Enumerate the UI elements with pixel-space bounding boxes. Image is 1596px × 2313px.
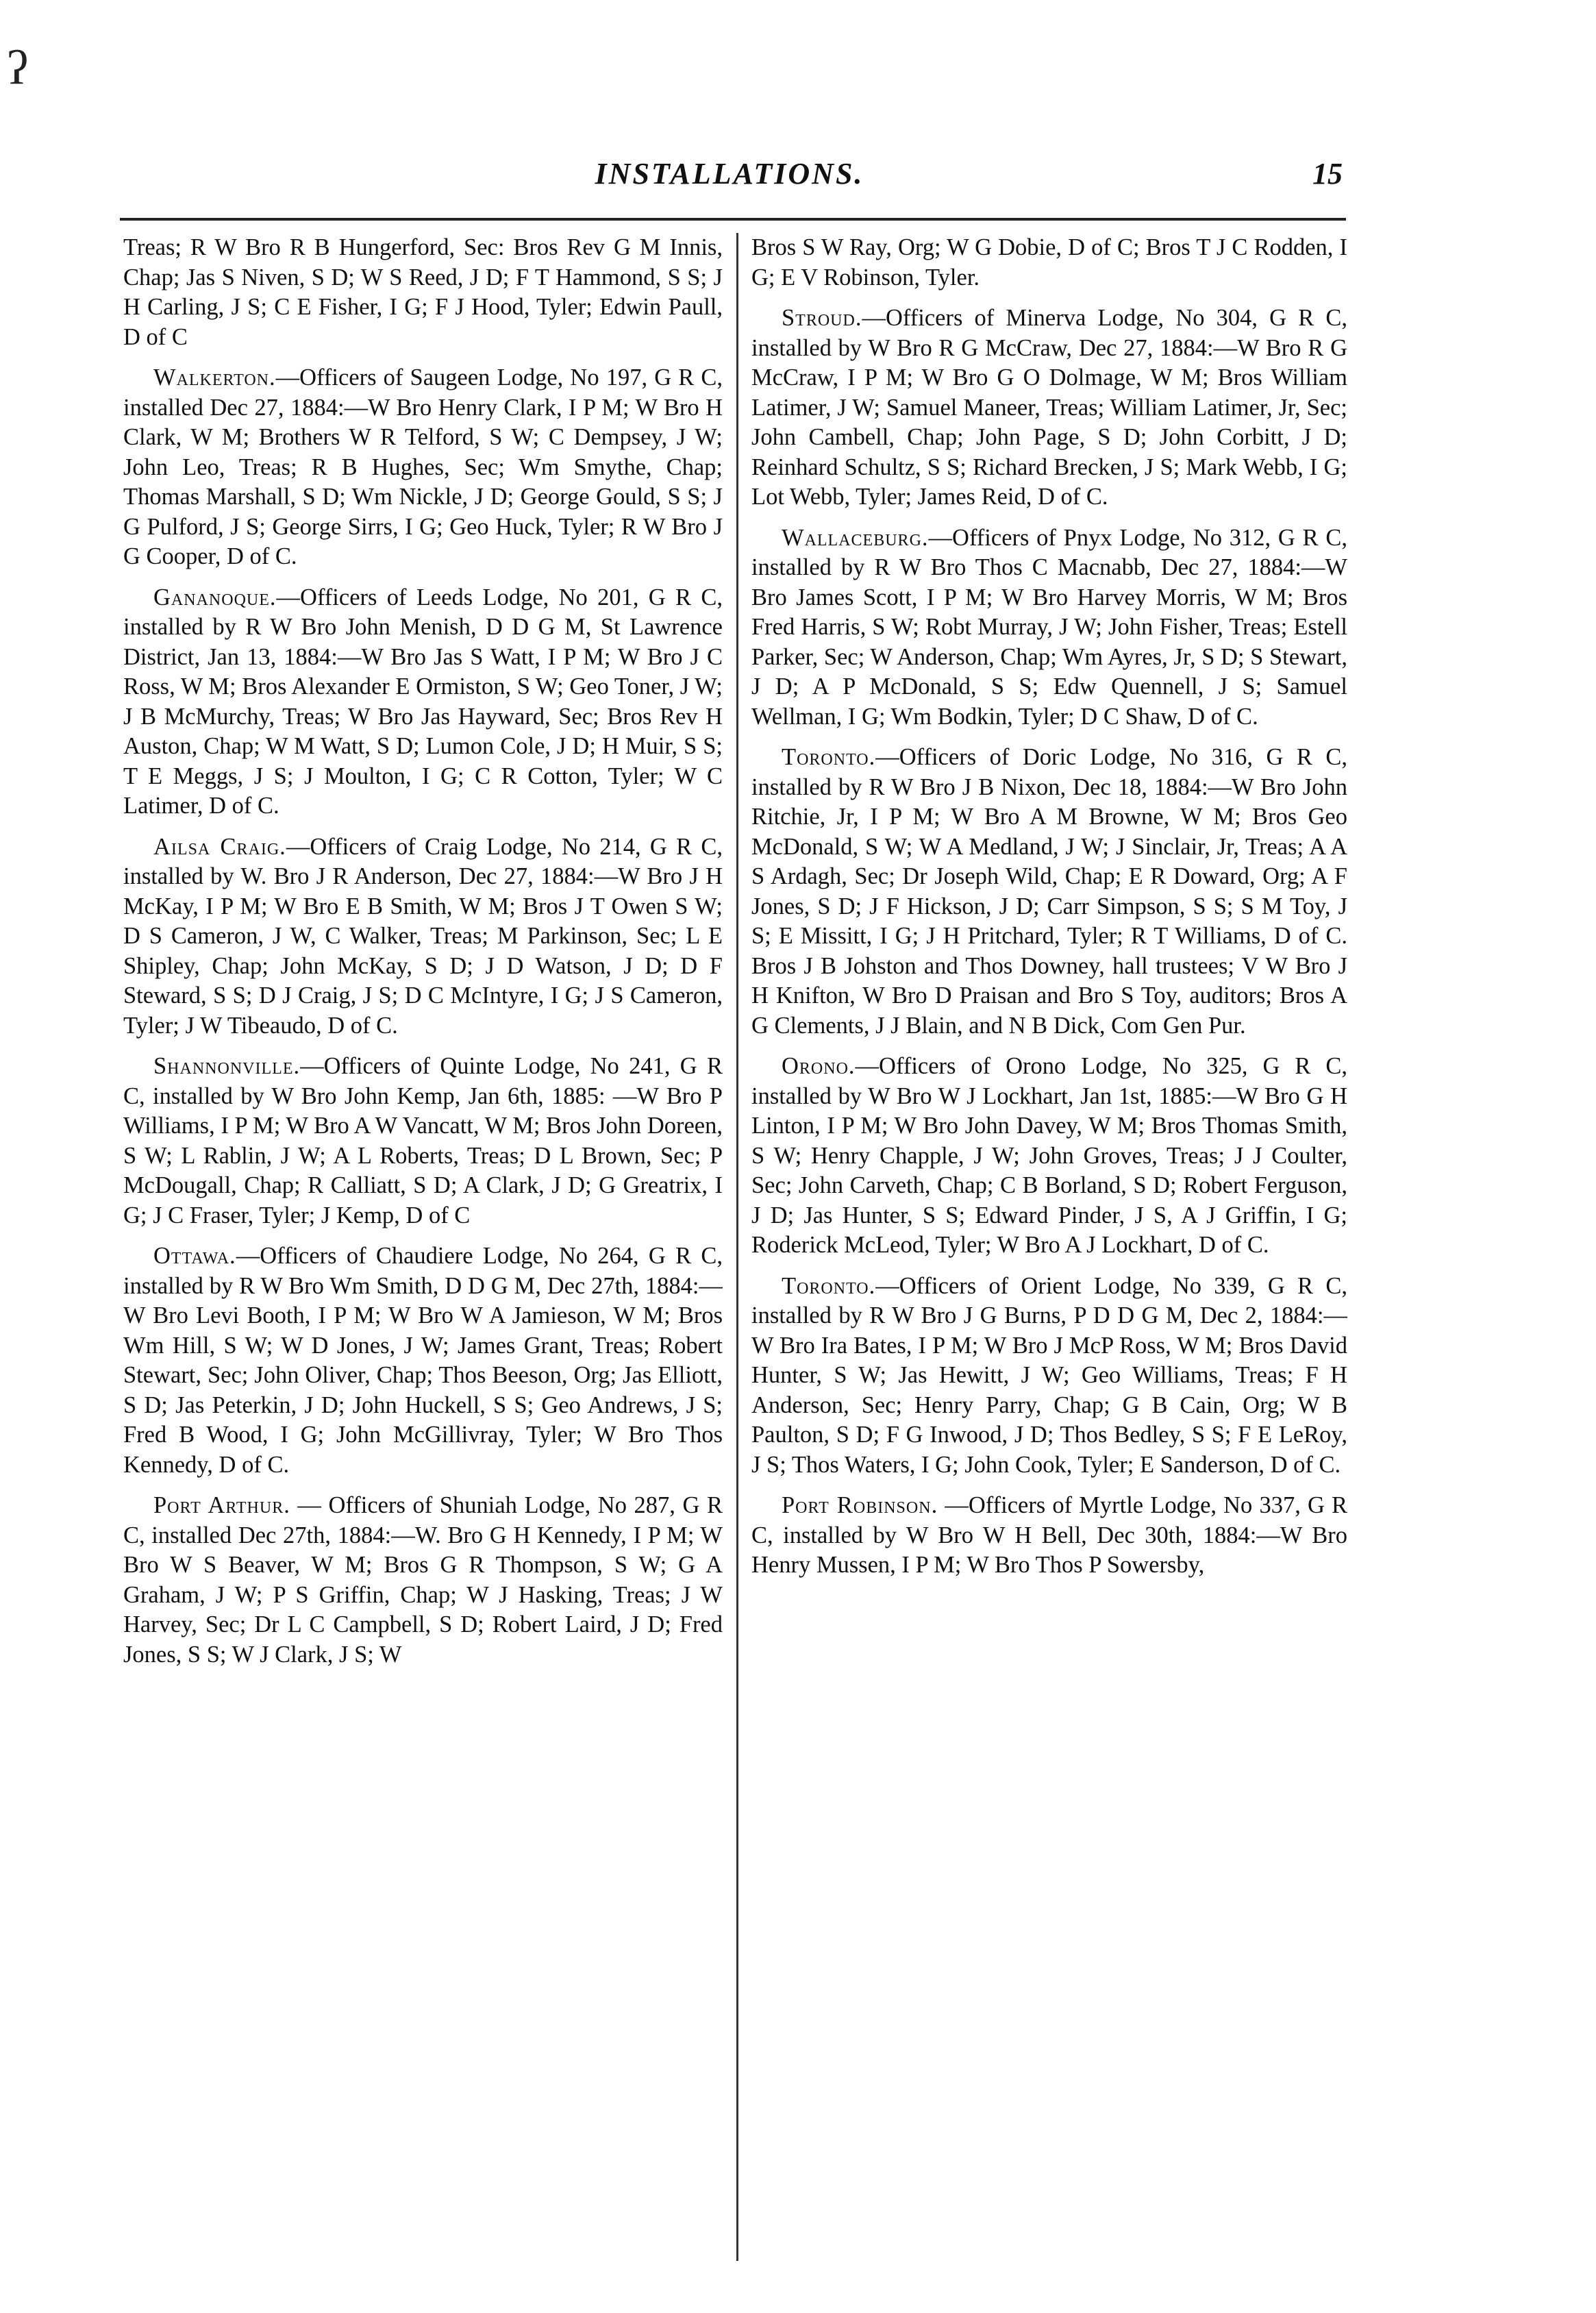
entry-place: Toronto. (782, 744, 876, 770)
entry-place: Toronto. (782, 1272, 876, 1299)
entry-text: —Officers of Doric Lodge, No 316, G R C, installed by R W Bro J B Nixon, Dec 18, 1884:—W Bro John Ritchie, Jr, I P M; W Bro A M Browne, W M; Bros Geo McDonald, S W; W A Medland, J W; J Sinclair, Jr, Treas; A A S Ardagh, Sec; Dr Joseph Wild, Chap; E R Doward, Org; A F Jones, S D; J F Hickson, J D; Carr Simpson, S S; S M Toy, J S; E Missitt, I G; J H Pritchard, Tyler; R T Williams, D of C. Bros J B Johston and Thos Downey, hall trustees; V W Bro J H Knifton, W Bro D Praisan and Bro S Toy, auditors; Bros A G Clements, J J Blain, and N B Dick, Com Gen Pur. (751, 744, 1347, 1039)
entry (123, 363, 723, 572)
entry-text: —Officers of Orono Lodge, No 325, G R C, installed by W Bro W J Lockhart, Jan 1st, 1885:—W Bro G H Linton, I P M; W Bro John Davey, W M; Bros Thomas Smith, S W; Henry Chapple, J W; John Groves, Treas; J J Coulter, Sec; John Carveth, Chap; C B Borland, S D; Robert Ferguson, J D; Jas Hunter, S S; Edward Pinder, J S, A J Griffin, I G; Roderick McLeod, Tyler; W Bro A J Lockhart, D of C. (751, 1053, 1347, 1258)
right-column (751, 233, 1347, 2261)
running-head: INSTALLATIONS. (595, 157, 864, 190)
entry (751, 304, 1347, 512)
entry-text: —Officers of Minerva Lodge, No 304, G R C, installed by W Bro R G McCraw, Dec 27, 1884:—W Bro R G McCraw, I P M; W Bro G O Dolmage, W M; Bros William Latimer, J W; Samuel Maneer, Treas; William Latimer, Jr, Sec; John Cambell, Chap; John Page, S D; John Corbitt, J D; Reinhard Schultz, S S; Richard Brecken, J S; Mark Webb, I G; Lot Webb, Tyler; James Reid, D of C. (751, 305, 1347, 510)
margin-mark: ʔ (7, 42, 29, 95)
entry (751, 523, 1347, 732)
entry-place: Port Arthur. (153, 1492, 290, 1518)
entry-place: Walkerton. (153, 364, 276, 391)
entry-text: —Officers of Leeds Lodge, No 201, G R C, installed by R W Bro John Menish, D D G M, St Lawrence District, Jan 13, 1884:—W Bro Jas S Watt, I P M; W Bro J C Ross, W M; Bros Alexander E Ormiston, S W; Geo Toner, J W; J B McMurchy, Treas; W Bro Jas Hayward, Sec; Bros Rev H Auston, Chap; W M Watt, S D; Lumon Cole, J D; H Muir, S S; T E Meggs, J S; J Moulton, I G; C R Cotton, Tyler; W C Latimer, D of C. (123, 584, 723, 819)
entry (123, 1052, 723, 1230)
column-divider (736, 233, 738, 2261)
entry-place: Ottawa. (153, 1243, 236, 1269)
entry-text: —Officers of Craig Lodge, No 214, G R C, installed by W. Bro J R Anderson, Dec 27, 1884:—W Bro J H McKay, I P M; W Bro E B Smith, W M; Bros J T Owen S W; D S Cameron, J W, C Walker, Treas; M Parkinson, Sec; L E Shipley, Chap; John McKay, S D; J D Watson, J D; D F Steward, S S; D J Craig, J S; D C McIntyre, I G; J S Cameron, Tyler; J W Tibeaudo, D of C. (123, 833, 723, 1039)
entry (123, 832, 723, 1041)
entry (751, 1052, 1347, 1261)
entry (751, 1491, 1347, 1581)
entry (751, 1272, 1347, 1481)
entry (123, 1491, 723, 1670)
entry (751, 743, 1347, 1041)
page-header (116, 156, 1343, 211)
left-column (123, 233, 723, 2261)
entry (123, 1241, 723, 1480)
entry-text: —Officers of Myrtle Lodge, No 337, G R C, installed by W Bro W H Bell, Dec 30th, 1884:—W Bro Henry Mussen, I P M; W Bro Thos P Sowersby, (751, 1492, 1347, 1578)
entry-place: Stroud. (782, 305, 862, 331)
entry-place: Port Robinson. (782, 1492, 938, 1518)
page-number: 15 (1312, 157, 1343, 190)
entry-place: Orono. (782, 1053, 856, 1079)
entry-place: Shannonville. (153, 1053, 301, 1079)
header-rule (120, 218, 1346, 221)
entry-text: —Officers of Quinte Lodge, No 241, G R C, installed by W Bro John Kemp, Jan 6th, 1885: —W Bro P Williams, I P M; W Bro A W Vancatt, W M; Bros John Doreen, S W; L Rablin, J W; A L Roberts, Treas; D L Brown, Sec; P McDougall, Chap; R Calliatt, S D; A Clark, J D; G Greatrix, I G; J C Fraser, Tyler; J Kemp, D of C (123, 1053, 723, 1228)
entry: Bros S W Ray, Org; W G Dobie, D of C; Bros T J C Rodden, I G; E V Robinson, Tyler. (751, 234, 1347, 290)
entry: Treas; R W Bro R B Hungerford, Sec: Bros Rev G M Innis, Chap; Jas S Niven, S D; W S Reed, J D; F T Hammond, S S; J H Carling, J S; C E Fisher, I G; F J Hood, Tyler; Edwin Paull, D of C (123, 234, 723, 350)
entry-text: — Officers of Shuniah Lodge, No 287, G R C, installed Dec 27th, 1884:—W. Bro G H Kennedy, I P M; W Bro W S Beaver, W M; Bros G R Thompson, S W; G A Graham, J W; P S Griffin, Chap; W J Hasking, Treas; J W Harvey, Sec; Dr L C Campbell, S D; Robert Laird, J D; Fred Jones, S S; W J Clark, J S; W (123, 1492, 723, 1668)
entry-text: —Officers of Orient Lodge, No 339, G R C, installed by R W Bro J G Burns, P D D G M, Dec 2, 1884:—W Bro Ira Bates, I P M; W Bro J McP Ross, W M; Bros David Hunter, S W; Jas Hewitt, J W; Geo Williams, Treas; F H Anderson, Sec; Henry Parry, Chap; G B Cain, Org; W B Paulton, S D; F G Inwood, J D; Thos Bedley, S S; F E LeRoy, J S; Thos Waters, I G; John Cook, Tyler; E Sanderson, D of C. (751, 1272, 1347, 1478)
entry (123, 583, 723, 821)
entry-place: Wallaceburg. (782, 524, 929, 551)
entry-text: —Officers of Saugeen Lodge, No 197, G R C, installed Dec 27, 1884:—W Bro Henry Clark, I P M; W Bro H Clark, W M; Brothers W R Telford, S W; C Dempsey, J W; John Leo, Treas; R B Hughes, Sec; Wm Smythe, Chap; Thomas Marshall, S D; Wm Nickle, J D; George Gould, S S; J G Pulford, J S; George Sirrs, I G; Geo Huck, Tyler; R W Bro J G Cooper, D of C. (123, 364, 723, 569)
entry-place: Gananoque. (153, 584, 277, 610)
entry-text: —Officers of Pnyx Lodge, No 312, G R C, installed by R W Bro Thos C Macnabb, Dec 27, 1884:—W Bro James Scott, I P M; W Bro Harvey Morris, W M; Bros Fred Harris, S W; Robt Murray, J W; John Fisher, Treas; Estell Parker, Sec; W Anderson, Chap; Wm Ayres, Jr, S D; S Stewart, J D; A P McDonald, S S; Edw Quennell, J S; Samuel Wellman, I G; Wm Bodkin, Tyler; D C Shaw, D of C. (751, 524, 1347, 730)
entry-text: —Officers of Chaudiere Lodge, No 264, G R C, installed by R W Bro Wm Smith, D D G M, Dec 27th, 1884:—W Bro Levi Booth, I P M; W Bro W A Jamieson, W M; Bros Wm Hill, S W; W D Jones, J W; James Grant, Treas; Robert Stewart, Sec; John Oliver, Chap; Thos Beeson, Org; Jas Elliott, S D; Jas Peterkin, J D; John Huckell, S S; Geo Andrews, J S; Fred B Wood, I G; John McGillivray, Tyler; W Bro Thos Kennedy, D of C. (123, 1243, 723, 1478)
entry-place: Ailsa Craig. (153, 833, 286, 860)
